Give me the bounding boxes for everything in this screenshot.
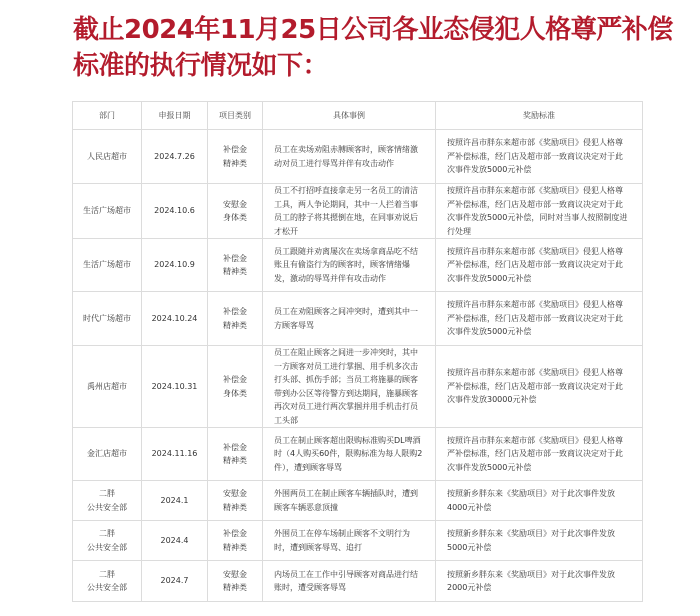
table-row bbox=[73, 292, 643, 346]
cell-category: 补偿金 精神类 bbox=[208, 428, 263, 481]
cell-date: 2024.7 bbox=[142, 561, 208, 602]
cell-department: 生活广场超市 bbox=[73, 184, 142, 239]
cell-case: 员工在卖场劝阻赤膊顾客时，顾客情绪激动对员工进行辱骂并伴有攻击动作 bbox=[263, 130, 436, 184]
cell-department: 人民店超市 bbox=[73, 130, 142, 184]
page-title: 截止2024年11月25日公司各业态侵犯人格尊严补偿标准的执行情况如下： bbox=[73, 15, 673, 81]
cell-date: 2024.1 bbox=[142, 481, 208, 521]
cell-case: 员工跟随并劝离屡次在卖场拿商品吃不结账且有偷盗行为的顾客时，顾客情绪爆发，激动的辱骂并伴有攻击动作 bbox=[263, 239, 436, 292]
cell-department: 二胖 公共安全部 bbox=[73, 561, 142, 602]
header-standard: 奖励标准 bbox=[436, 102, 643, 130]
cell-date: 2024.10.31 bbox=[142, 346, 208, 428]
cell-category: 补偿金 精神类 bbox=[208, 239, 263, 292]
cell-standard: 按照新乡胖东来《奖励项目》对于此次事件发放2000元补偿 bbox=[436, 561, 643, 602]
table-row bbox=[73, 428, 643, 481]
cell-date: 2024.11.16 bbox=[142, 428, 208, 481]
cell-case: 外围两员工在制止顾客车辆插队时，遭到顾客车辆恶意顶撞 bbox=[263, 481, 436, 521]
cell-category: 安慰金 精神类 bbox=[208, 481, 263, 521]
cell-department: 二胖 公共安全部 bbox=[73, 481, 142, 521]
cell-case: 内场员工在工作中引导顾客对商品进行结账时，遭受顾客辱骂 bbox=[263, 561, 436, 602]
cell-standard: 按照许昌市胖东来超市部《奖励项目》侵犯人格尊严补偿标准，经门店及超市部一致商议决定对于此次事件发放30000元补偿 bbox=[436, 346, 643, 428]
cell-category: 补偿金 身体类 bbox=[208, 346, 263, 428]
cell-standard: 按照许昌市胖东来超市部《奖励项目》侵犯人格尊严补偿标准，经门店及超市部一致商议决定对于此次事件发放5000元补偿 bbox=[436, 130, 643, 184]
cell-category: 安慰金 精神类 bbox=[208, 561, 263, 602]
table-row bbox=[73, 521, 643, 561]
table-row bbox=[73, 561, 643, 602]
cell-case: 员工在制止顾客超出限购标准购买DL啤酒时（4人购买60件，限购标准为每人限购2件），遭到顾客辱骂 bbox=[263, 428, 436, 481]
cell-department: 金汇店超市 bbox=[73, 428, 142, 481]
table-row bbox=[73, 184, 643, 239]
table-row bbox=[73, 481, 643, 521]
cell-standard: 按照新乡胖东来《奖励项目》对于此次事件发放4000元补偿 bbox=[436, 481, 643, 521]
cell-date: 2024.7.26 bbox=[142, 130, 208, 184]
cell-standard: 按照许昌市胖东来超市部《奖励项目》侵犯人格尊严补偿标准，经门店及超市部一致商议决定对于此次事件发放5000元补偿 bbox=[436, 428, 643, 481]
cell-department: 生活广场超市 bbox=[73, 239, 142, 292]
cell-category: 补偿金 精神类 bbox=[208, 130, 263, 184]
header-department: 部门 bbox=[73, 102, 142, 130]
cell-category: 安慰金 身体类 bbox=[208, 184, 263, 239]
table-row bbox=[73, 130, 643, 184]
cell-case: 员工在劝阻顾客之间冲突时，遭到其中一方顾客辱骂 bbox=[263, 292, 436, 346]
header-case: 具体事例 bbox=[263, 102, 436, 130]
table-row bbox=[73, 346, 643, 428]
cell-category: 补偿金 精神类 bbox=[208, 292, 263, 346]
cell-case: 员工不打招呼直接拿走另一名员工的清洁工具，两人争论期间，其中一人拦着当事员工的脖子将其摁倒在地，在同事劝说后才松开 bbox=[263, 184, 436, 239]
cell-category: 补偿金 精神类 bbox=[208, 521, 263, 561]
cell-standard: 按照许昌市胖东来超市部《奖励项目》侵犯人格尊严补偿标准，经门店及超市部一致商议决定对于此次事件发放5000元补偿 bbox=[436, 292, 643, 346]
header-category: 项目类别 bbox=[208, 102, 263, 130]
cell-date: 2024.10.9 bbox=[142, 239, 208, 292]
compensation-table bbox=[72, 101, 643, 602]
cell-case: 员工在阻止顾客之间进一步冲突时，其中一方顾客对员工进行掌掴、用手机多次击打头部、抓伤手部；当员工将施暴的顾客带到办公区等待警方到达期间，施暴顾客再次对员工进行两次掌掴并用手机击打员工头部 bbox=[263, 346, 436, 428]
cell-date: 2024.10.24 bbox=[142, 292, 208, 346]
cell-department: 二胖 公共安全部 bbox=[73, 521, 142, 561]
cell-date: 2024.10.6 bbox=[142, 184, 208, 239]
cell-case: 外围员工在停车场制止顾客不文明行为时，遭到顾客辱骂、追打 bbox=[263, 521, 436, 561]
cell-standard: 按照许昌市胖东来超市部《奖励项目》侵犯人格尊严补偿标准，经门店及超市部一致商议决定对于此次事件发放5000元补偿 bbox=[436, 239, 643, 292]
cell-date: 2024.4 bbox=[142, 521, 208, 561]
cell-department: 时代广场超市 bbox=[73, 292, 142, 346]
cell-department: 禹州店超市 bbox=[73, 346, 142, 428]
table-header-row bbox=[73, 102, 643, 130]
cell-standard: 按照许昌市胖东来超市部《奖励项目》侵犯人格尊严补偿标准，经门店及超市部一致商议决定对于此次事件发放5000元补偿，同时对当事人按照制度进行处理 bbox=[436, 184, 643, 239]
header-date: 申报日期 bbox=[142, 102, 208, 130]
cell-standard: 按照新乡胖东来《奖励项目》对于此次事件发放5000元补偿 bbox=[436, 521, 643, 561]
compensation-table-container bbox=[72, 101, 643, 602]
table-row bbox=[73, 239, 643, 292]
